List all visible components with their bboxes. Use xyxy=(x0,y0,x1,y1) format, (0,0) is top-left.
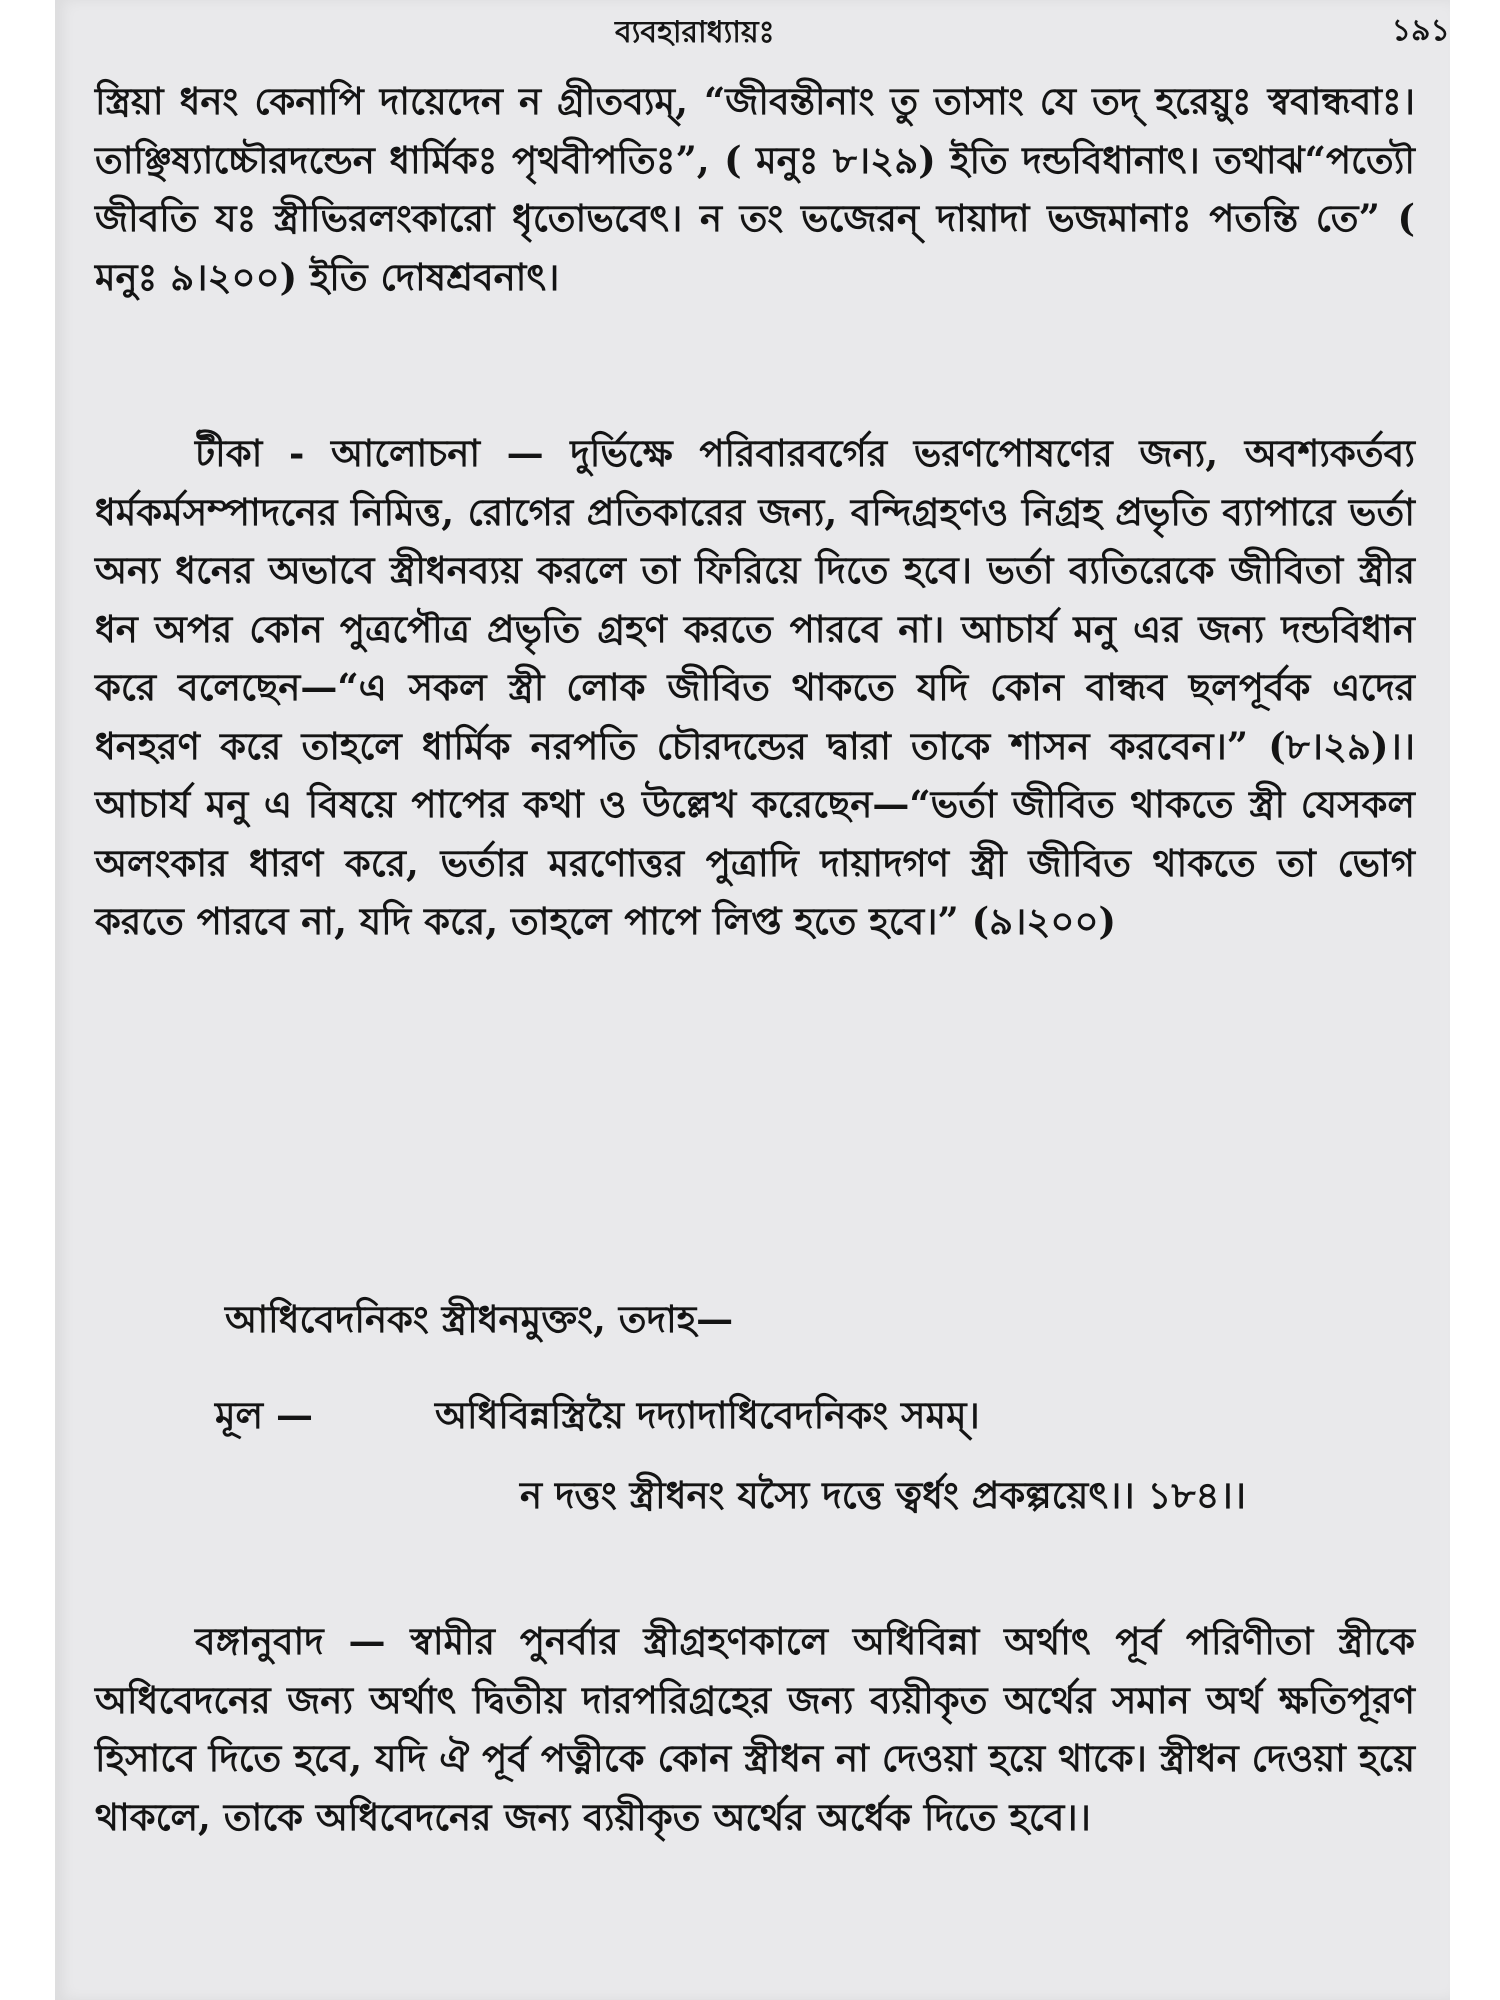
verse-line-1-text: অধিবিন্নস্ত্রিয়ৈ দদ্যাদাধিবেদনিকং সমম্। xyxy=(435,1393,980,1437)
verse-line-2-text: ন দত্তং স্ত্রীধনং যস্যৈ দত্তে ত্বর্ধং প্রকল্পয়েৎ।। ১৮৪।। xyxy=(520,1473,1246,1517)
tika-section xyxy=(95,424,1415,951)
verse-label: মূল — xyxy=(215,1393,313,1437)
sanskrit-commentary xyxy=(95,72,1415,306)
page-number: ১৯১ xyxy=(1391,13,1450,48)
page-header xyxy=(55,2,1450,50)
verse-line-2 xyxy=(520,1466,1420,1525)
running-title: ব্যবহারাধ্যায়ঃ xyxy=(615,15,775,50)
tika-paragraph xyxy=(95,424,1415,951)
sanskrit-commentary-text: স্ত্রিয়া ধনং কেনাপি দায়েদেন ন গ্রীতব্যম্, “জীবন্তীনাং তু তাসাং যে তদ্ হরেয়ুঃ স্ববান্ধবাঃ। তাঞ্ছিষ্যাচ্চৌরদন্ডেন ধার্মিকঃ পৃথবীপতিঃ”, ( মনুঃ ৮।২৯) ইতি দন্ডবিধানাৎ। তথাঝ“পত্যৌ জীবতি যঃ স্ত্রীভিরলংকারো ধৃতোভবেৎ। ন তং ভজেরন্ দায়াদা ভজমানাঃ পতন্তি তে” ( মনুঃ ৯।২০০) ইতি দোষশ্রবনাৎ। xyxy=(95,79,1415,299)
tika-text: দুর্ভিক্ষে পরিবারবর্গের ভরণপোষণের জন্য, অবশ্যকর্তব্য ধর্মকর্মসম্পাদনের নিমিত্ত, রোগের প্রতিকারের জন্য, বন্দিগ্রহণও নিগ্রহ প্রভৃতি ব্যাপারে ভর্তা অন্য ধনের অভাবে স্ত্রীধনব্যয় করলে তা ফিরিয়ে দিতে হবে। ভর্তা ব্যতিরেকে জীবিতা স্ত্রীর ধন অপর কোন পুত্রপৌত্র প্রভৃতি গ্রহণ করতে পারবে না। আচার্য মনু এর জন্য দন্ডবিধান করে বলেছেন—“এ সকল স্ত্রী লোক জীবিত থাকতে যদি কোন বান্ধব ছলপূর্বক এদের ধনহরণ করে তাহলে ধার্মিক নরপতি চৌরদন্ডের দ্বারা তাকে শাসন করবেন।” (৮।২৯)।। আচার্য মনু এ বিষয়ে পাপের কথা ও উল্লেখ করেছেন—“ভর্তা জীবিত থাকতে স্ত্রী যেসকল অলংকার ধারণ করে, ভর্তার মরণোত্তর পুত্রাদি দায়াদগণ স্ত্রী জীবিত থাকতে তা ভোগ করতে পারবে না, যদি করে, তাহলে পাপে লিপ্ত হতে হবে।” (৯।২০০) xyxy=(95,431,1416,943)
translation-paragraph xyxy=(95,1612,1415,1846)
tika-label: টীকা - আলোচনা — xyxy=(195,431,544,475)
translation-label: বঙ্গানুবাদ — xyxy=(195,1619,386,1663)
translation-text: স্বামীর পুনর্বার স্ত্রীগ্রহণকালে অধিবিন্না অর্থাৎ পূর্ব পরিণীতা স্ত্রীকে অধিবেদনের জন্য অর্থাৎ দ্বিতীয় দারপরিগ্রহের জন্য ব্যয়ীকৃত অর্থের সমান অর্থ ক্ষতিপূরণ হিসাবে দিতে হবে, যদি ঐ পূর্ব পত্নীকে কোন স্ত্রীধন না দেওয়া হয়ে থাকে। স্ত্রীধন দেওয়া হয়ে থাকলে, তাকে অধিবেদনের জন্য ব্যয়ীকৃত অর্থের অর্ধেক দিতে হবে।। xyxy=(95,1619,1415,1839)
verse-line-1 xyxy=(215,1386,1415,1445)
intro-line-text: আধিবেদনিকং স্ত্রীধনমুক্তং, তদাহ— xyxy=(225,1297,734,1341)
translation-section xyxy=(95,1612,1415,1846)
intro-line xyxy=(95,1290,1415,1349)
